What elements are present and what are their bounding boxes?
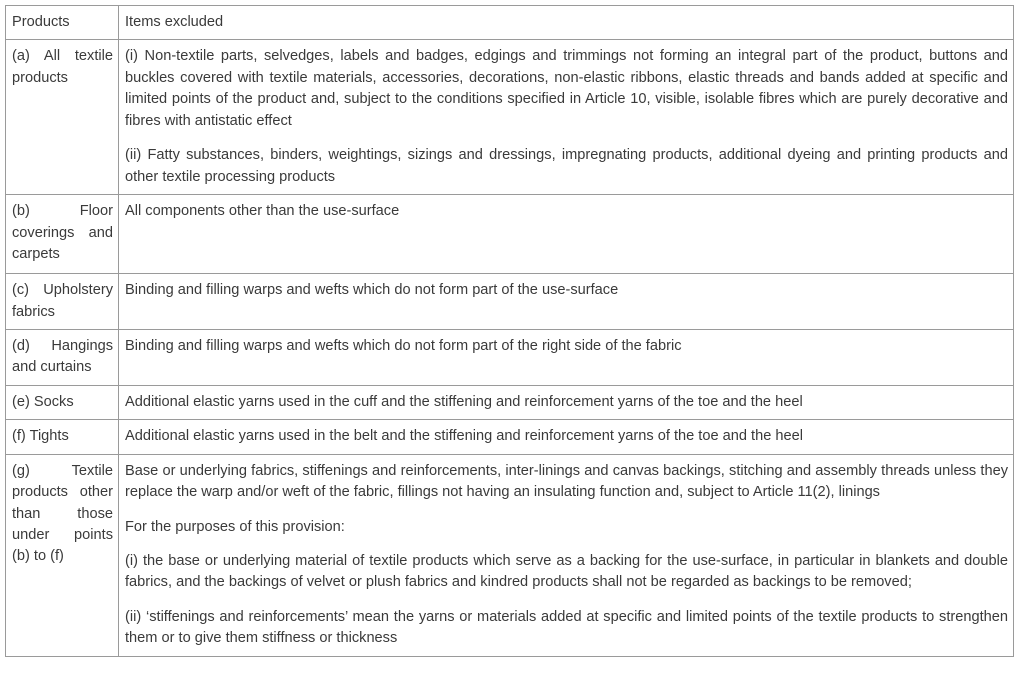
product-cell-b [6,195,119,274]
product-cell-d [6,329,119,385]
product-line: under points [12,527,113,543]
item-paragraph: For the purposes of this provision: [125,518,345,535]
table-body [6,40,1014,656]
product-cell-e [6,385,119,419]
items-cell-a [119,40,1014,195]
product-line: (a) All textile [12,48,113,65]
table-row [6,454,1014,656]
item-paragraph: (ii) ‘stiffenings and reinforcements’ mean the yarns or materials added at specific and limited points of the textile products to strengthen them or to give them stiffness or thickness [125,608,1008,647]
item-paragraph: (i) the base or underlying material of textile products which serve as a backing for the use-surface, in particular in blankets and double fabrics, and the backings of velvet or plush fabrics and kindred products shall not be regarded as backings to be removed; [125,553,1008,591]
items-cell-d [119,329,1014,385]
product-line: products [12,69,68,86]
product-line: (e) Socks [12,393,74,410]
product-cell-g [6,454,119,656]
product-line: and curtains [12,359,92,376]
product-line: than those [12,505,113,522]
product-line: (g) Textile [12,462,113,479]
table-row [6,385,1014,419]
exclusions-table [5,5,1014,657]
item-paragraph: Base or underlying fabrics, stiffenings and reinforcements, inter-linings and canvas backings, stitching and assembly threads unless they replace the warp and/or weft of the fabric, fillings not having an insulating function and, subject to Article 11(2), linings [125,462,1008,501]
product-line: (b) Floor [12,203,113,220]
item-paragraph: Binding and filling warps and wefts which do not form part of the right side of the fabric [125,337,682,354]
product-cell-a [6,40,119,195]
items-cell-e [119,385,1014,419]
product-cell-c [6,274,119,330]
product-cell-f [6,420,119,454]
table-row [6,329,1014,385]
table-header [6,6,1014,40]
items-cell-g [119,454,1014,656]
item-paragraph: All components other than the use-surface [125,203,400,220]
items-cell-c [119,274,1014,330]
item-paragraph: Binding and filling warps and wefts which do not form part of the use-surface [125,282,619,299]
product-line: (c) Upholstery [12,282,113,299]
column-header-products: Products [6,6,119,40]
item-paragraph: Additional elastic yarns used in the cuff and the stiffening and reinforcement yarns of the toe and the heel [125,393,803,410]
table-row [6,420,1014,454]
product-line: coverings and [12,224,113,241]
product-line: products other [12,484,113,501]
item-paragraph: (ii) Fatty substances, binders, weightings, sizings and dressings, impregnating products, additional dyeing and printing products and other textile processing products [125,147,1008,185]
product-line: (d) Hangings [12,337,113,354]
product-line: (f) Tights [12,428,69,445]
table-header-row [6,6,1014,40]
items-cell-f [119,420,1014,454]
table-row [6,40,1014,195]
product-line: fabrics [12,303,55,320]
item-paragraph: Additional elastic yarns used in the belt and the stiffening and reinforcement yarns of the toe and the heel [125,428,803,445]
table-row [6,274,1014,330]
column-header-items-excluded: Items excluded [119,6,1014,40]
product-line: (b) to (f) [12,548,64,565]
item-paragraph: (i) Non-textile parts, selvedges, labels and badges, edgings and trimmings not forming an integral part of the product, buttons and buckles covered with textile materials, accessories, decorations, non-elastic ribbons, elastic threads and bands added at specific and limited points of the product and, subject to the conditions specified in Article 10, visible, isolable fibres which are purely decorative and fibres with antistatic effect [125,48,1008,129]
table-row [6,195,1014,274]
items-cell-b [119,195,1014,274]
product-line: carpets [12,245,60,262]
